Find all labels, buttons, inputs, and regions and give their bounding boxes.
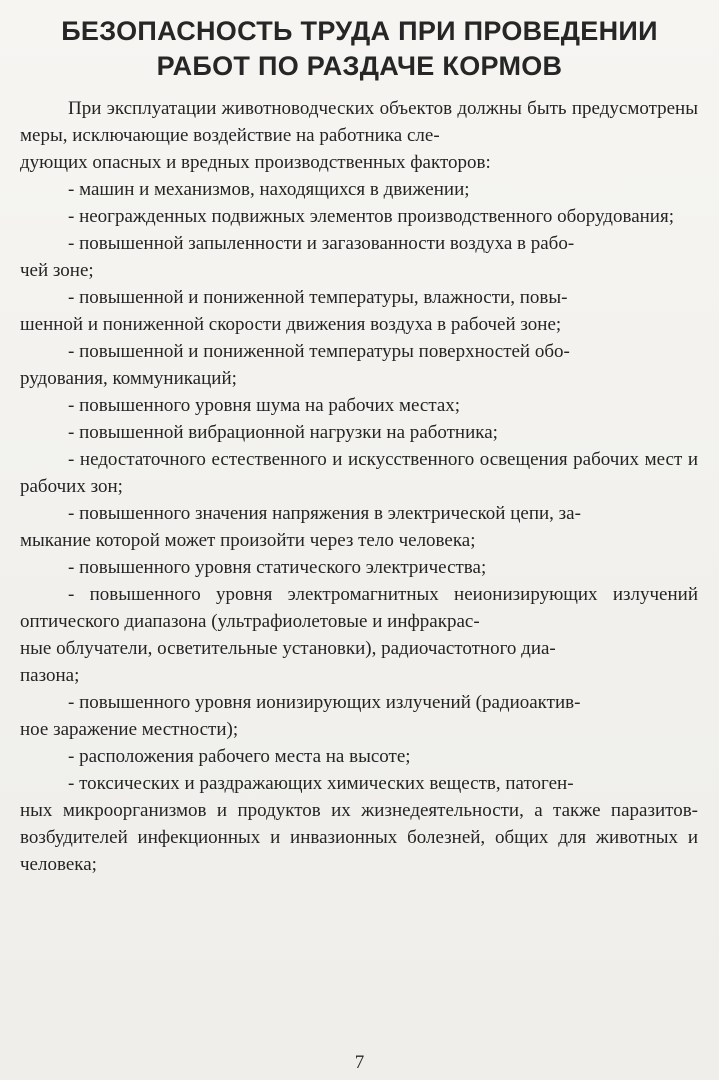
list-item: - неогражденных подвижных элементов производственного оборудования; [68, 206, 674, 227]
list-item: - токсических и раздражающих химических веществ, патоген- ных микроорганизмов и продуктов их жизнедеятельности, а также паразитов-возбудителей инфекционных и инвазионных болезней, общих для животных и человека; [20, 773, 698, 875]
body-text [20, 95, 698, 878]
list-item: - повышенного значения напряжения в электрической цепи, за- мыкание которой может произойти через тело человека; [20, 503, 581, 551]
list-item: - повышенного уровня шума на рабочих местах; [68, 395, 461, 416]
list-item: - повышенного уровня ионизирующих излучений (радиоактив- ное заражение местности); [20, 692, 581, 740]
page-number: 7 [354, 1052, 365, 1073]
list-item: - расположения рабочего места на высоте; [68, 746, 411, 767]
page-title [20, 14, 699, 84]
title-line-1: БЕЗОПАСНОСТЬ ТРУДА ПРИ ПРОВЕДЕНИИ [61, 16, 658, 46]
list-item: - повышенной и пониженной температуры поверхностей обо- рудования, коммуникаций; [20, 341, 570, 389]
list-item: - машин и механизмов, находящихся в движении; [68, 179, 470, 200]
intro-paragraph: При эксплуатации животноводческих объектов должны быть предусмотрены меры, исключающие воздействие на работника сле- дующих опасных и вредных производственных факторов: [20, 98, 698, 173]
list-item: - повышенной запыленности и загазованности воздуха в рабо- чей зоне; [20, 233, 575, 281]
list-item: - недостаточного естественного и искусственного освещения рабочих мест и рабочих зон; [20, 449, 698, 497]
list-item: - повышенного уровня статического электричества; [68, 557, 487, 578]
list-item: - повышенной и пониженной температуры, влажности, повы- шенной и пониженной скорости движения воздуха в рабочей зоне; [20, 287, 568, 335]
title-line-2: РАБОТ ПО РАЗДАЧЕ КОРМОВ [156, 51, 563, 81]
list-item: - повышенного уровня электромагнитных неионизирующих излучений оптического диапазона (ультрафиолетовые и инфракрас- ные облучатели, осветительные установки), радиочастотного диа- пазона; [20, 584, 698, 686]
list-item: - повышенной вибрационной нагрузки на работника; [68, 422, 498, 443]
